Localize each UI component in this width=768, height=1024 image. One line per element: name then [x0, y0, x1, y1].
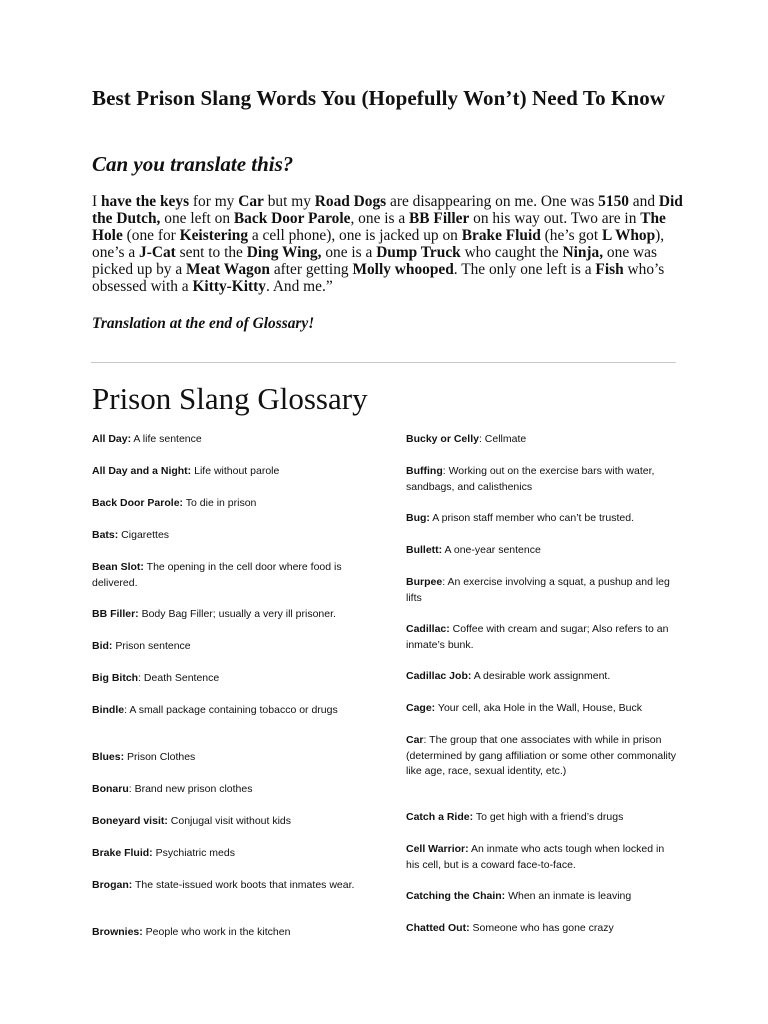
- intro-text: a cell phone), one is jacked up on: [248, 227, 462, 244]
- translation-note: Translation at the end of Glossary!: [92, 315, 315, 332]
- intro-text: and: [628, 193, 659, 210]
- glossary-definition: : The group that one associates with while in prison (determined by gang affiliation or some other commonality like age, race, sexual identity, etc.): [406, 734, 677, 777]
- intro-text: one left on: [160, 210, 234, 227]
- intro-text: who’s obsessed with a: [92, 261, 665, 295]
- intro-text: sent to the: [175, 244, 247, 261]
- glossary-entry: [92, 560, 364, 591]
- intro-text: (one for: [122, 227, 180, 244]
- glossary-definition: Prison Clothes: [124, 751, 196, 763]
- glossary-definition: Prison sentence: [112, 640, 191, 652]
- glossary-term: Brownies:: [92, 926, 143, 938]
- glossary-entry: [406, 733, 678, 780]
- glossary-definition: When an inmate is leaving: [505, 890, 632, 902]
- intro-slang-term: Dump Truck: [376, 244, 461, 261]
- glossary-definition: Cigarettes: [118, 529, 170, 541]
- glossary-term: BB Filler:: [92, 608, 139, 620]
- glossary-entry: [406, 622, 678, 653]
- intro-text: one was picked up by a: [92, 244, 657, 278]
- glossary-entry: [92, 639, 364, 655]
- intro-slang-term: L Whop: [601, 227, 656, 244]
- glossary-term: All Day:: [92, 433, 132, 445]
- glossary-definition: : Cellmate: [478, 433, 527, 445]
- intro-slang-term: Road Dogs: [314, 193, 387, 210]
- glossary-term: Blues:: [92, 751, 125, 763]
- glossary-definition: Life without parole: [191, 465, 280, 477]
- glossary-term: Bullett:: [406, 544, 443, 556]
- glossary-term: All Day and a Night:: [92, 465, 192, 477]
- glossary-entry: [406, 701, 678, 717]
- glossary-entry: [406, 575, 678, 606]
- glossary-definition: Someone who has gone crazy: [469, 922, 614, 934]
- section-divider: [91, 362, 676, 363]
- document-title: Best Prison Slang Words You (Hopefully Won’t) Need To Know: [92, 86, 666, 110]
- intro-text: on his way out. Two are in: [469, 210, 641, 227]
- glossary-definition: : Brand new prison clothes: [128, 783, 253, 795]
- glossary-definition: Body Bag Filler; usually a very ill prisoner.: [138, 608, 336, 620]
- glossary-entry: [406, 810, 678, 826]
- glossary-term: Chatted Out:: [406, 922, 470, 934]
- intro-text: . And me.”: [265, 278, 333, 295]
- glossary-entry: [406, 921, 678, 937]
- document-subtitle: Can you translate this?: [92, 152, 294, 176]
- glossary-entry: [92, 878, 364, 894]
- intro-text: are disappearing on me. One was: [386, 193, 599, 210]
- glossary-definition: The opening in the cell door where food is delivered.: [92, 561, 342, 589]
- glossary-entry: [92, 496, 364, 512]
- intro-text: , one is a: [350, 210, 410, 227]
- glossary-entry: [406, 464, 678, 495]
- glossary-term: Bonaru: [92, 783, 129, 795]
- intro-text: but my: [263, 193, 315, 210]
- glossary-definition: An inmate who acts tough when locked in his cell, but is a coward face-to-face.: [406, 843, 665, 871]
- glossary-term: Catch a Ride:: [406, 811, 474, 823]
- glossary-definition: A prison staff member who can’t be trusted.: [429, 512, 635, 524]
- glossary-entry: [406, 889, 678, 905]
- intro-slang-term: Meat Wagon: [186, 261, 270, 278]
- glossary-term: Buffing: [406, 465, 443, 477]
- glossary-entry: [92, 750, 364, 766]
- intro-slang-term: 5150: [598, 193, 629, 210]
- glossary-term: Bats:: [92, 529, 119, 541]
- glossary-definition: Coffee with cream and sugar; Also refers to an inmate’s bunk.: [406, 623, 669, 651]
- glossary-term: Bug:: [406, 512, 430, 524]
- intro-slang-term: Ninja,: [562, 244, 604, 261]
- glossary-entry: [406, 669, 678, 685]
- intro-slang-term: Back Door Parole: [233, 210, 351, 227]
- glossary-definition: Conjugal visit without kids: [167, 815, 291, 827]
- glossary-title: Prison Slang Glossary: [92, 381, 368, 416]
- glossary-definition: : Death Sentence: [138, 672, 220, 684]
- glossary-definition: To die in prison: [183, 497, 257, 509]
- glossary-term: Cadillac:: [406, 623, 450, 635]
- glossary-entry: [406, 511, 678, 527]
- glossary-term: Catching the Chain:: [406, 890, 506, 902]
- glossary-term: Cell Warrior:: [406, 843, 469, 855]
- glossary-definition: People who work in the kitchen: [142, 926, 291, 938]
- glossary-entry: [92, 607, 364, 623]
- glossary-definition: To get high with a friend’s drugs: [473, 811, 624, 823]
- intro-slang-term: The Hole: [92, 210, 666, 244]
- glossary-definition: A one-year sentence: [442, 544, 541, 556]
- glossary-entry: [406, 842, 678, 873]
- glossary-definition: : An exercise involving a squat, a pushup and leg lifts: [406, 576, 670, 604]
- intro-text: ), one’s a: [92, 227, 665, 261]
- intro-slang-term: Kitty-Kitty: [192, 278, 266, 295]
- intro-text: I: [92, 193, 101, 210]
- intro-slang-term: Keistering: [179, 227, 249, 244]
- glossary-term: Brake Fluid:: [92, 847, 153, 859]
- intro-slang-term: Ding Wing,: [246, 244, 322, 261]
- glossary-entry: [92, 703, 364, 719]
- glossary-term: Brogan:: [92, 879, 133, 891]
- intro-text: . The only one left is a: [453, 261, 596, 278]
- intro-paragraph: [92, 193, 684, 295]
- glossary-definition: The state-issued work boots that inmates wear.: [132, 879, 355, 891]
- glossary-term: Big Bitch: [92, 672, 139, 684]
- glossary-definition: Your cell, aka Hole in the Wall, House, Buck: [435, 702, 642, 714]
- glossary-term: Burpee: [406, 576, 443, 588]
- intro-slang-term: Brake Fluid: [461, 227, 541, 244]
- glossary-entry: [406, 432, 678, 448]
- glossary-definition: A life sentence: [131, 433, 202, 445]
- glossary-entry: [92, 846, 364, 862]
- intro-slang-term: Car: [238, 193, 264, 210]
- glossary-entry: [92, 432, 364, 448]
- glossary-term: Cage:: [406, 702, 436, 714]
- glossary-term: Bean Slot:: [92, 561, 144, 573]
- glossary-entry: [92, 814, 364, 830]
- glossary-definition: Psychiatric meds: [152, 847, 235, 859]
- glossary-entry: [92, 464, 364, 480]
- intro-slang-term: Did the Dutch,: [92, 193, 683, 227]
- intro-text: who caught the: [460, 244, 563, 261]
- intro-slang-term: J-Cat: [139, 244, 176, 261]
- glossary-term: Bucky or Celly: [406, 433, 479, 445]
- glossary-definition: : Working out on the exercise bars with water, sandbags, and calisthenics: [406, 465, 655, 493]
- intro-slang-term: have the keys: [100, 193, 190, 210]
- glossary-term: Bid:: [92, 640, 113, 652]
- glossary-term: Back Door Parole:: [92, 497, 184, 509]
- glossary-entry: [92, 782, 364, 798]
- glossary-entry: [92, 671, 364, 687]
- glossary-term: Boneyard visit:: [92, 815, 168, 827]
- intro-text: (he’s got: [540, 227, 602, 244]
- intro-slang-term: Fish: [595, 261, 624, 278]
- glossary-entry: [92, 528, 364, 544]
- glossary-entry: [406, 543, 678, 559]
- glossary-entry: [92, 925, 364, 941]
- glossary-term: Cadillac Job:: [406, 670, 472, 682]
- glossary-definition: A desirable work assignment.: [471, 670, 611, 682]
- intro-text: one is a: [321, 244, 377, 261]
- glossary-term: Bindle: [92, 704, 125, 716]
- glossary-definition: : A small package containing tobacco or drugs: [124, 704, 338, 716]
- intro-text: after getting: [269, 261, 353, 278]
- glossary-term: Car: [406, 734, 424, 746]
- intro-slang-term: Molly whooped: [352, 261, 454, 278]
- intro-text: for my: [189, 193, 239, 210]
- intro-slang-term: BB Filler: [409, 210, 470, 227]
